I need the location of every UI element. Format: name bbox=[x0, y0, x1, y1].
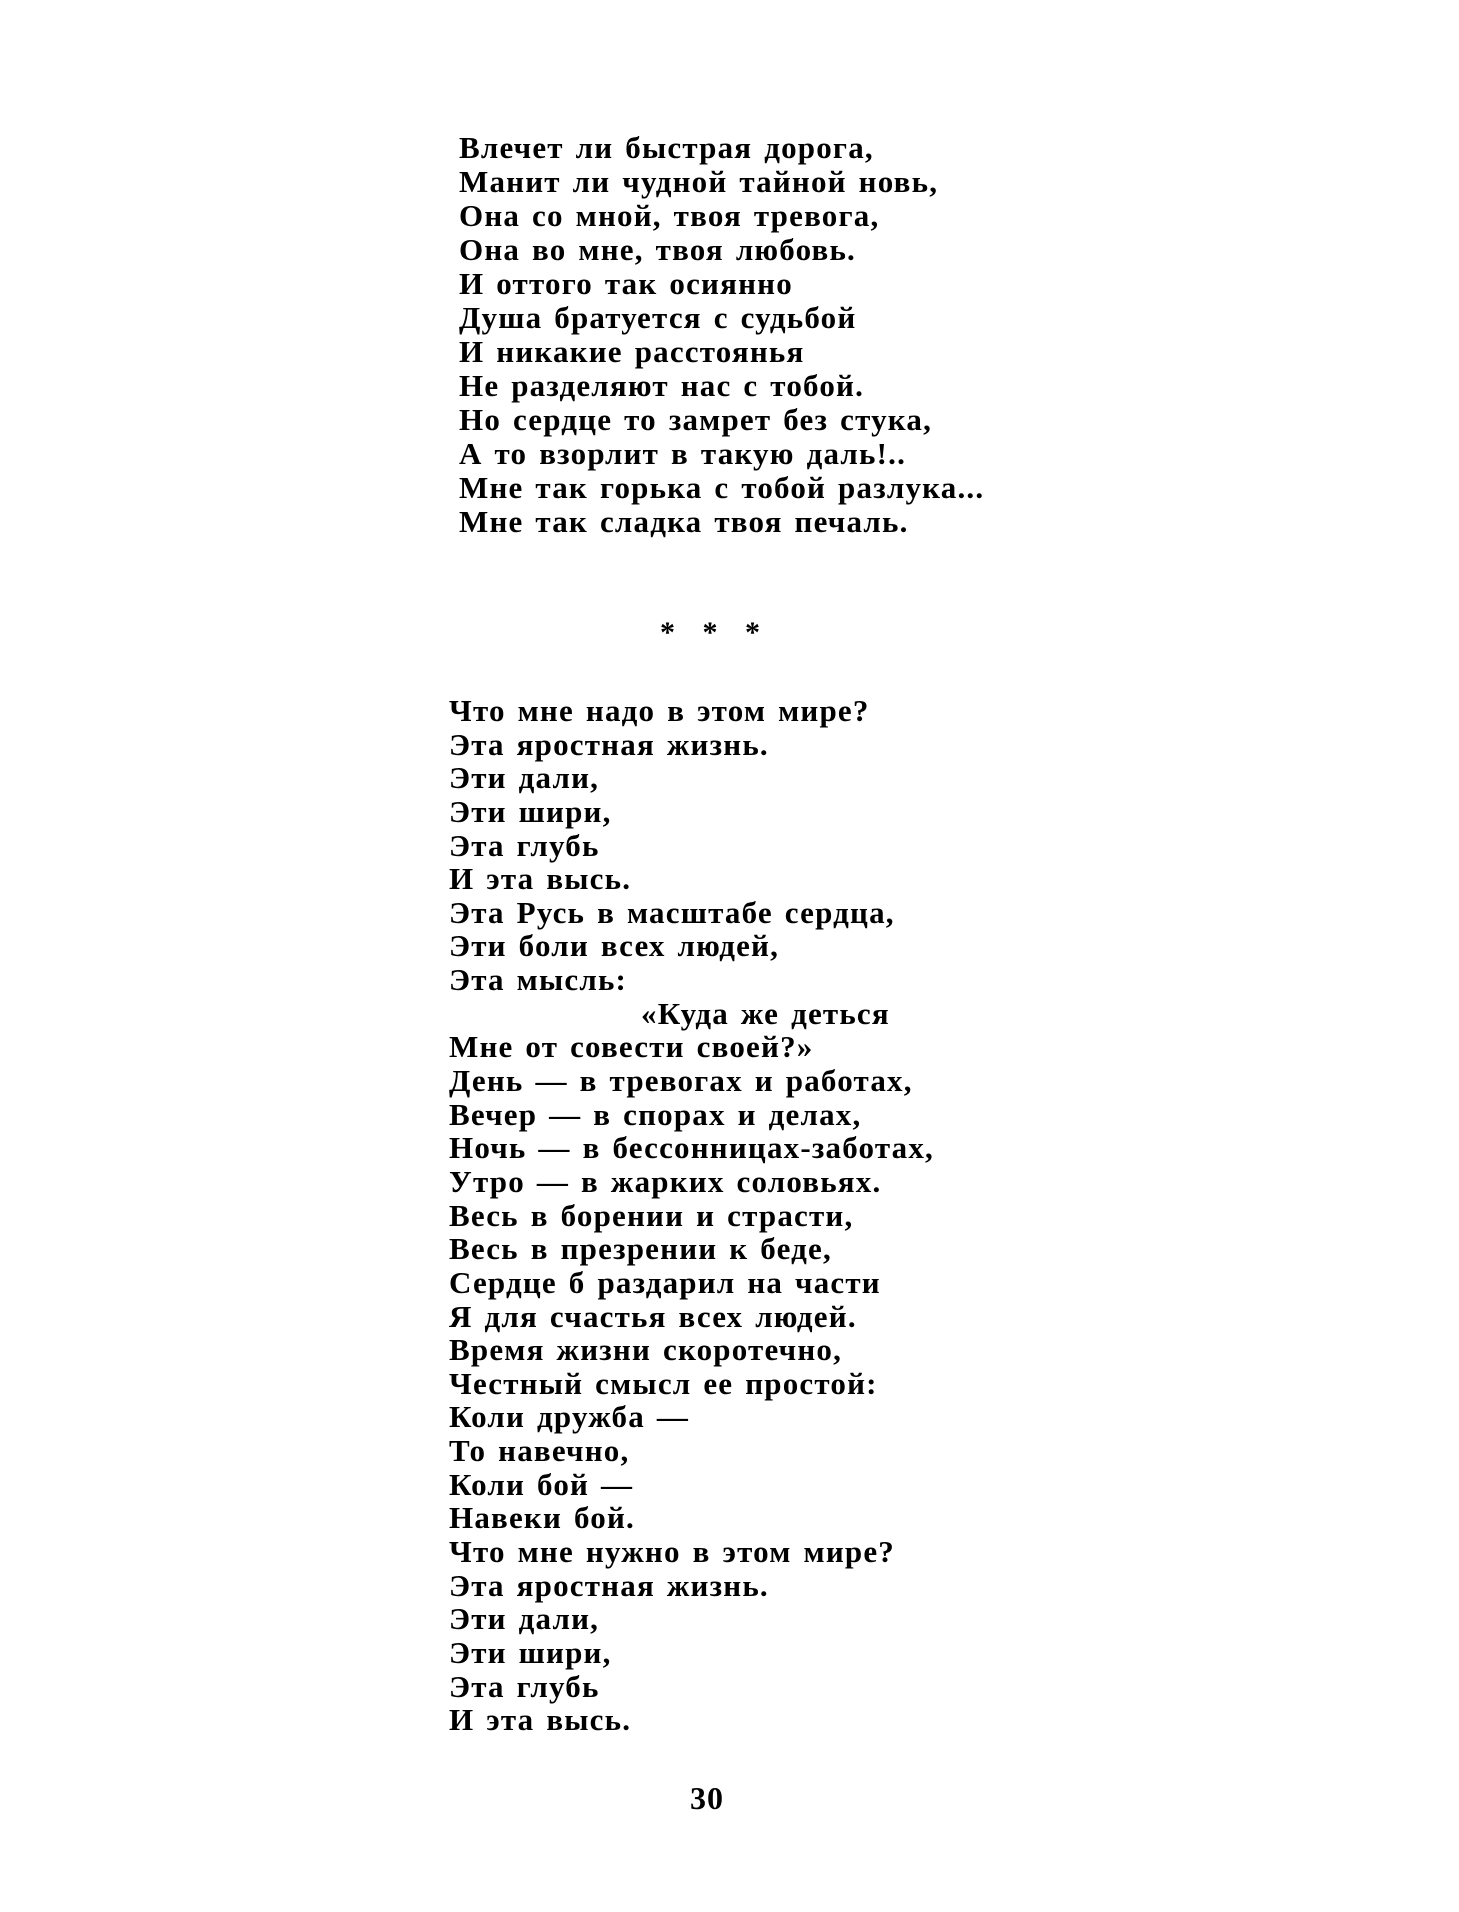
poem-line: Эти шири, bbox=[449, 793, 612, 829]
poem-line: Навеки бой. bbox=[449, 1500, 635, 1536]
poem-line: Мне от совести своей?» bbox=[449, 1029, 814, 1065]
poem-line: Влечет ли быстрая дорога, bbox=[459, 130, 874, 165]
poem-line: Утро — в жарких соловьях. bbox=[449, 1163, 882, 1199]
poem-line: Эта яростная жизнь. bbox=[449, 1567, 769, 1603]
poem-line: Она со мной, твоя тревога, bbox=[459, 198, 880, 233]
poem-line: Эти шири, bbox=[449, 1634, 612, 1670]
poem-line: Сердце б раздарил на части bbox=[449, 1264, 881, 1300]
poem-line: Эта глубь bbox=[449, 827, 600, 863]
poem-line: Ночь — в бессонницах-заботах, bbox=[449, 1130, 934, 1166]
poem-line: Честный смысл ее простой: bbox=[449, 1365, 878, 1401]
poem-line: Мне так сладка твоя печаль. bbox=[459, 504, 909, 539]
poem-line: Эта Русь в масштабе сердца, bbox=[449, 894, 895, 930]
poem-line: Время жизни скоротечно, bbox=[449, 1332, 843, 1368]
poem-line: Эта глубь bbox=[449, 1668, 600, 1704]
poem-line: Коли бой — bbox=[449, 1466, 634, 1502]
poem-line: То навечно, bbox=[449, 1433, 630, 1469]
poem-line: Не разделяют нас с тобой. bbox=[459, 368, 865, 403]
section-separator: * * * bbox=[660, 616, 770, 649]
poem-line: Эта яростная жизнь. bbox=[449, 726, 769, 762]
poem-line: А то взорлит в такую даль!.. bbox=[459, 436, 907, 471]
poem-line: Весь в борении и страсти, bbox=[449, 1197, 854, 1233]
poem-line: Что мне надо в этом мире? bbox=[449, 693, 870, 728]
poem-line: Мне так горька с тобой разлука... bbox=[459, 470, 985, 505]
poem-line: Я для счастья всех людей. bbox=[449, 1298, 857, 1334]
poem-line: И оттого так осиянно bbox=[459, 266, 793, 301]
page-number: 30 bbox=[690, 1780, 724, 1816]
poem-line: Она во мне, твоя любовь. bbox=[459, 232, 857, 267]
poem-line-indented: «Куда же деться bbox=[641, 995, 890, 1031]
poem-line: Манит ли чудной тайной новь, bbox=[459, 164, 939, 199]
poem-line: Эти дали, bbox=[449, 760, 600, 796]
poem-line: Весь в презрении к беде, bbox=[449, 1231, 832, 1267]
poem-stanza-1 bbox=[459, 131, 984, 539]
poem-line: Коли дружба — bbox=[449, 1399, 690, 1435]
poem-line: Эта мысль: bbox=[449, 962, 628, 998]
poem-line: День — в тревогах и работах, bbox=[449, 1063, 913, 1099]
poem-line: Эти дали, bbox=[449, 1601, 600, 1637]
poem-stanza-2 bbox=[449, 694, 934, 1737]
poem-line: Душа братуется с судьбой bbox=[459, 300, 857, 335]
poem-line: Но сердце то замрет без стука, bbox=[459, 402, 933, 437]
poem-line: И эта высь. bbox=[449, 1702, 632, 1738]
poem-line: Эти боли всех людей, bbox=[449, 928, 780, 964]
poem-line: И эта высь. bbox=[449, 861, 632, 897]
poem-line: И никакие расстоянья bbox=[459, 334, 805, 369]
poem-line: Что мне нужно в этом мире? bbox=[449, 1534, 896, 1570]
poem-line: Вечер — в спорах и делах, bbox=[449, 1096, 862, 1132]
